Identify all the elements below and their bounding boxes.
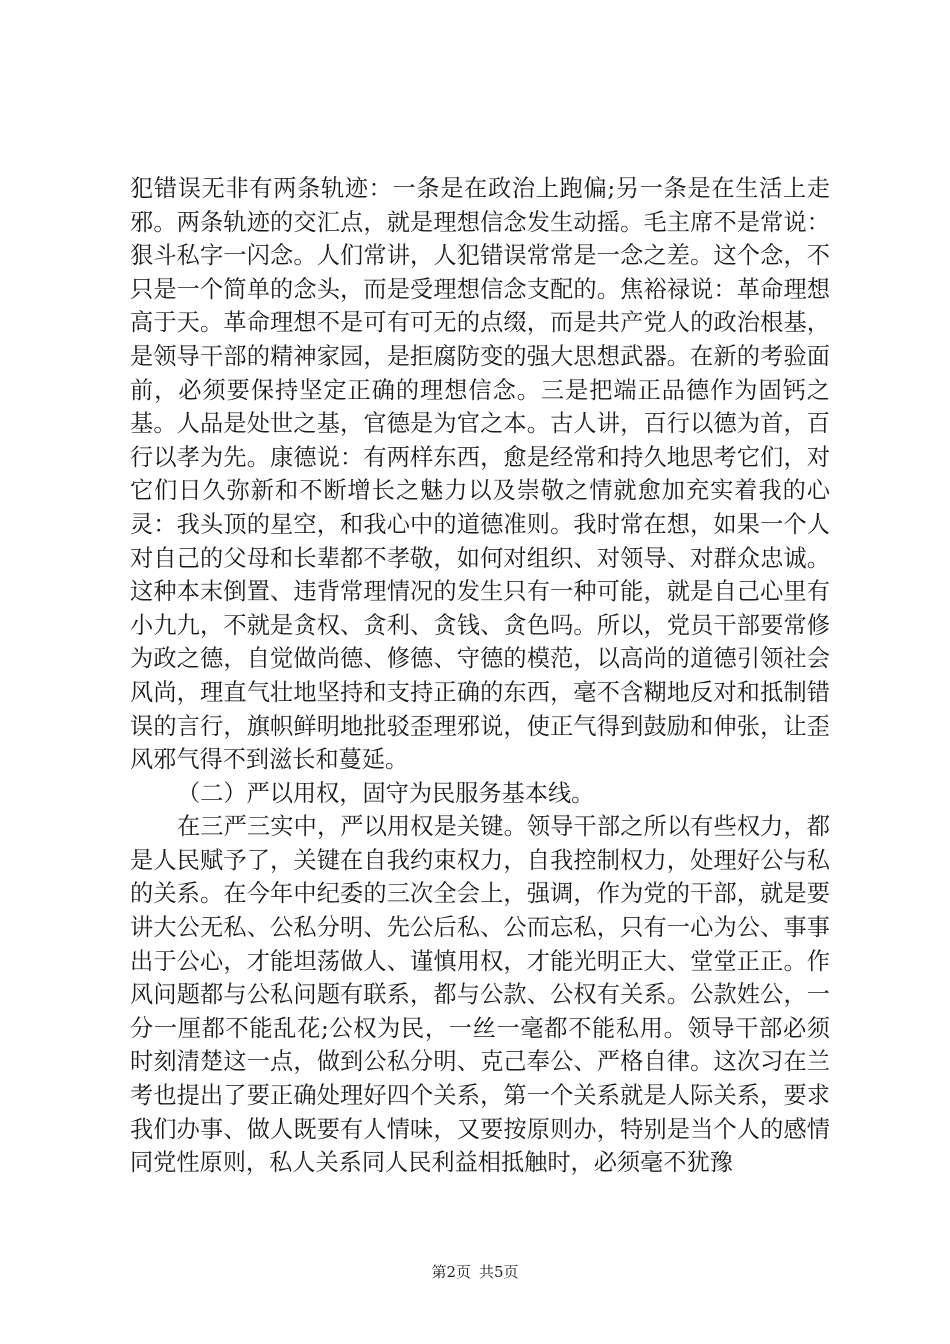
body-paragraph-continuation: 犯错误无非有两条轨迹：一条是在政治上跑偏;另一条是在生活上走邪。两条轨迹的交汇点，就是理想信念发生动摇。毛主席不是常说：狠斗私字一闪念。人们常讲，人犯错误常常是一念之差。这个念，不只是一个简单的念头，而是受理想信念支配的。焦裕禄说：革命理想高于天。革命理想不是可有可无的点缀，而是共产党人的政治根基，是领导干部的精神家园，是拒腐防变的强大思想武器。在新的考验面前，必须要保持坚定正确的理想信念。三是把端正品德作为固钙之基。人品是处世之基，官德是为官之本。古人讲，百行以德为首，百行以孝为先。康德说：有两样东西，愈是经常和持久地思考它们，对它们日久弥新和不断增长之魅力以及崇敬之情就愈加充实着我的心灵：我头顶的星空，和我心中的道德准则。我时常在想，如果一个人对自己的父母和长辈都不孝敬，如何对组织、对领导、对群众忠诚。这种本末倒置、违背常理情况的发生只有一种可能，就是自己心里有小九九，不就是贪权、贪利、贪钱、贪色吗。所以，党员干部要常修为政之德，自觉做尚德、修德、守德的模范，以高尚的道德引领社会风尚，理直气壮地坚持和支持正确的东西，毫不含糊地反对和抵制错误的言行，旗帜鲜明地批驳歪理邪说，使正气得到鼓励和伸张，让歪风邪气得不到滋长和蔓延。 <box>130 175 830 774</box>
body-paragraph: 在三严三实中，严以用权是关键。领导干部之所以有些权力，都是人民赋予了，关键在自我约束权力，自我控制权力，处理好公与私的关系。在今年中纪委的三次全会上，强调，作为党的干部，就是要讲大公无私、公私分明、先公后私、公而忘私，只有一心为公、事事出于公心，才能坦荡做人、谨慎用权，才能光明正大、堂堂正正。作风问题都与公私问题有联系，都与公款、公权有关系。公款姓公，一分一厘都不能乱花;公权为民，一丝一毫都不能私用。领导干部必须时刻清楚这一点，做到公私分明、克己奉公、严格自律。这次习在兰考也提出了要正确处理好四个关系，第一个关系就是人际关系，要求我们办事、做人既要有人情味，又要按原则办，特别是当个人的感情同党性原则，私人关系同人民利益相抵触时，必须毫不犹豫 <box>130 813 830 1177</box>
page-total: 共5页 <box>479 1263 519 1281</box>
page-number: 第2页 <box>431 1263 471 1281</box>
page-footer <box>0 1262 950 1282</box>
document-body <box>130 172 830 1180</box>
section-heading: （二）严以用权，固守为民服务基本线。 <box>177 779 595 807</box>
